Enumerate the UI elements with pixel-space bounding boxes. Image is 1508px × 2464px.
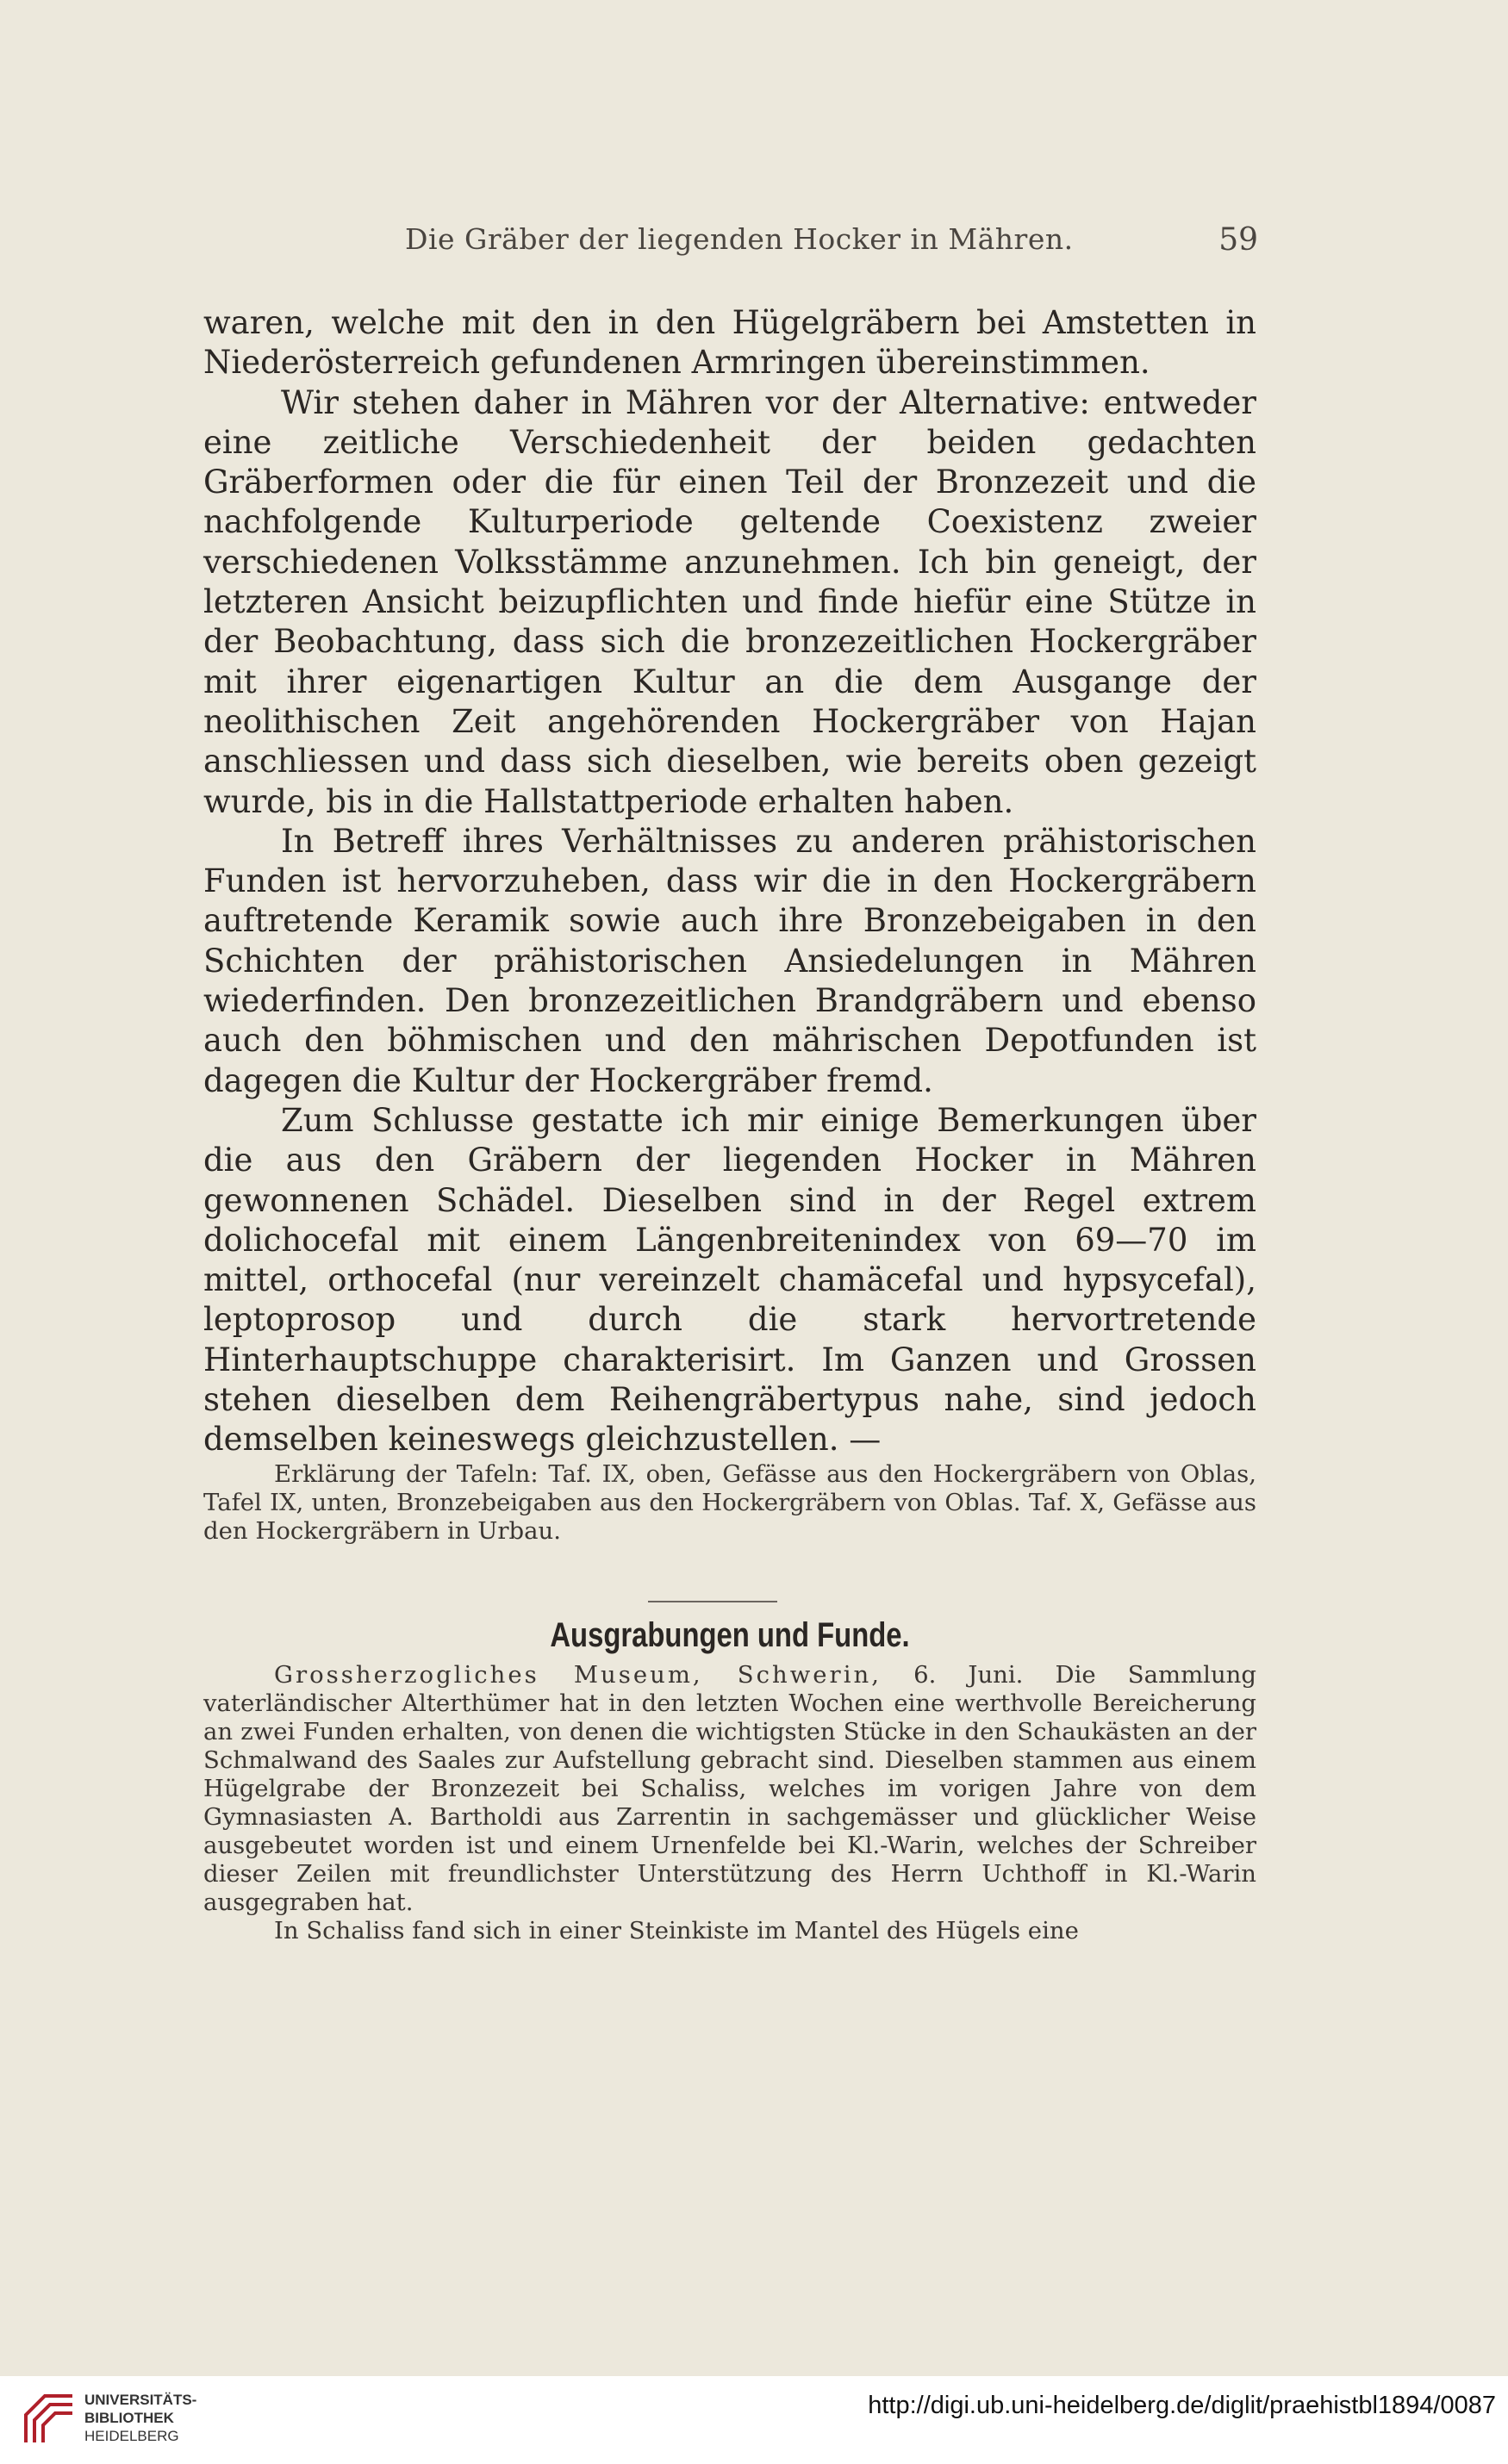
page-number: 59	[1218, 222, 1258, 258]
source-url-link[interactable]: http://digi.ub.uni-heidelberg.de/diglit/praehistbl1894/0087	[868, 2392, 1496, 2419]
paragraph-2: Wir stehen daher in Mähren vor der Alternative: entweder eine zeitliche Verschiedenheit der beiden gedachten Gräberformen oder die für einen Teil der Bronzezeit und die nachfolgende Kulturperiode geltende Coexistenz zweier verschiedenen Volksstämme anzunehmen. Ich bin geneigt, der letzteren Ansicht beizupflichten und finde hiefür eine Stütze in der Beobachtung, dass sich die bronzezeitlichen Hockergräber mit ihrer eigenartigen Kultur an die dem Ausgange der neolithischen Zeit angehörenden Hockergräber von Hajan anschliessen und dass sich dieselben, wie bereits oben gezeigt wurde, bis in die Hallstattperiode erhalten haben.	[203, 383, 1256, 820]
museum-name: Grossherzogliches Museum, Schwerin,	[274, 1661, 882, 1689]
library-line-1: UNIVERSITÄTS-	[84, 2392, 197, 2408]
news-paragraph-2: In Schaliss fand sich in einer Steinkiste im Mantel des Hügels eine	[274, 1917, 1079, 1944]
paragraph-4: Zum Schlusse gestatte ich mir einige Bemerkungen über die aus den Gräbern der liegenden Hocker in Mähren gewonnenen Schädel. Dieselben sind in der Regel extrem dolichocefal mit einem Längenbreitenindex von 69—70 im mittel, orthocefal (nur vereinzelt chamäcefal und hypsycefal), leptoprosop und durch die stark hervortretende Hinterhauptschuppe charakterisirt. Im Ganzen und Grossen stehen dieselben dem Reihengräbertypus nahe, sind jedoch demselben keineswegs gleichzustellen. —	[203, 1101, 1256, 1459]
plates-note: Erklärung der Tafeln: Taf. IX, oben, Gefässe aus den Hockergräbern von Oblas, Tafel IX, unten, Bronzebeigaben aus den Hockergräbern von Oblas. Taf. X, Gefässe aus den Hockergräbern in Urbau.	[203, 1459, 1256, 1545]
section-heading: Ausgrabungen und Funde.	[550, 1616, 910, 1654]
news-paragraph-1-text: Die Sammlung vaterländischer Alterthümer hat in den letzten Wochen eine werthvolle Bereicherung an zwei Funden erhalten, von denen die wichtigsten Stücke in den Schaukästen an der Schmalwand des Saales zur Aufstellung gebracht sind. Dieselben stammen aus einem Hügelgrabe der Bronzezeit bei Schaliss, welches im vorigen Jahre von dem Gymnasiasten A. Bartholdi aus Zarrentin in sachgemässer und glücklicher Weise ausgebeutet worden ist und einem Urnenfelde bei Kl.-Warin, welches der Schreiber dieser Zeilen mit freundlichster Unterstützung des Herrn Uchthoff in Kl.-Warin ausgegraben hat.	[203, 1661, 1256, 1916]
news-paragraph-1	[203, 1661, 1256, 1917]
library-line-3: HEIDELBERG	[84, 2428, 179, 2444]
section-divider	[648, 1601, 777, 1602]
library-name	[84, 2391, 196, 2445]
paragraph-3: In Betreff ihres Verhältnisses zu anderen prähistorischen Funden ist hervorzuheben, dass wir die in den Hockergräbern auftretende Keramik sowie auch ihre Bronzebeigaben in den Schichten der prähistorischen Ansiedelungen in Mähren wiederfinden. Den bronzezeitlichen Brandgräbern und ebenso auch den böhmischen und den mährischen Depotfunden ist dagegen die Kultur der Hockergräber fremd.	[203, 822, 1256, 1099]
page-header	[198, 222, 1258, 265]
news-section	[203, 1661, 1256, 1945]
news-date: 6. Juni.	[913, 1661, 1024, 1689]
library-logo-icon	[19, 2389, 79, 2449]
paragraph-1: waren, welche mit den in den Hügelgräbern bei Amstetten in Niederösterreich gefundenen Armringen übereinstimmen.	[203, 304, 1256, 382]
library-line-2: BIBLIOTHEK	[84, 2410, 174, 2426]
footer-bar	[0, 2376, 1508, 2464]
running-title: Die Gräber der liegenden Hocker in Mähren.	[405, 222, 1074, 256]
main-text	[203, 303, 1256, 1546]
